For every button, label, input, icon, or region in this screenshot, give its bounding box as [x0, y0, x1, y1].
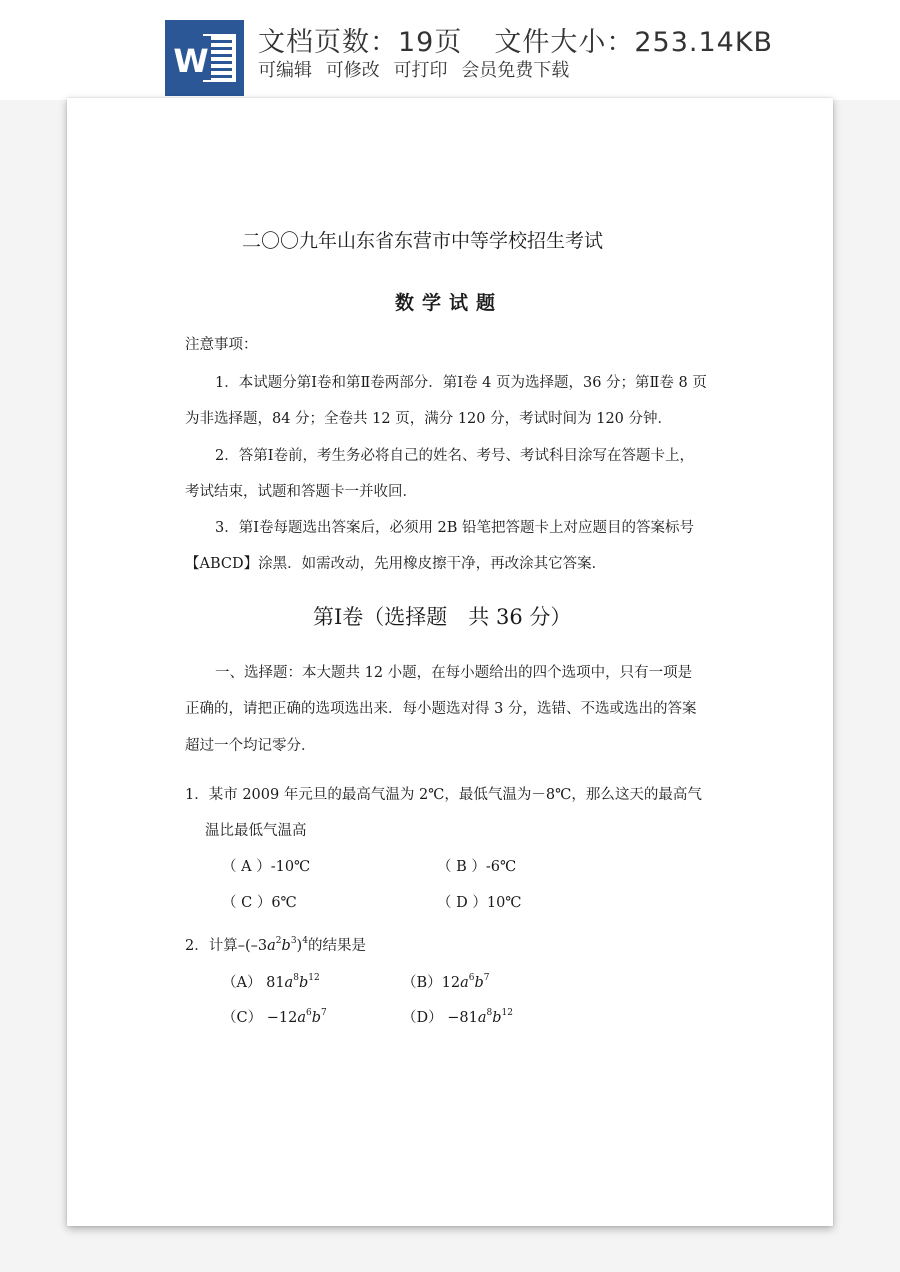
question-1-line-1: 1．某市 2009 年元旦的最高气温为 2℃，最低气温为－8℃，那么这天的最高气	[185, 787, 702, 803]
question-2-expression: $-(-3a^2b^3)^4$	[237, 936, 308, 954]
question-2-prefix: 2．计算	[185, 938, 238, 954]
notice-3-line-2: 【ABCD】涂黑．如需改动，先用橡皮擦干净，再改涂其它答案．	[185, 556, 607, 572]
feature-free-download: 会员免费下载	[461, 60, 570, 81]
question-2-option-c: $(C) -12a^6b^7$	[222, 1008, 327, 1026]
file-size: 文件大小：253.14KB	[494, 27, 774, 58]
question-1-line-2: 温比最低气温高	[205, 823, 307, 839]
option-label: （B）	[402, 975, 442, 991]
file-info	[258, 20, 773, 59]
notice-2-line-2: 考试结束，试题和答题卡一并收回．	[185, 484, 417, 500]
feature-modifiable: 可修改	[325, 60, 380, 81]
question-1-option-c: （ C ）6℃	[222, 895, 297, 911]
notice-heading: 注意事项：	[185, 337, 258, 353]
notice-1-line-2: 为非选择题，84 分；全卷共 12 页，满分 120 分，考试时间为 120 分钟．	[185, 411, 673, 427]
notice-3-line-1: 3．第Ⅰ卷每题选出答案后，必须用 2B 铅笔把答题卡上对应题目的答案标号	[215, 520, 695, 536]
header-banner	[0, 0, 900, 100]
svg-text:W: W	[173, 42, 209, 80]
feature-list	[258, 56, 577, 82]
question-2-option-b: $(B)12a^6b^7$	[402, 973, 490, 991]
question-1-option-b: （ B ）-6℃	[437, 859, 517, 875]
exam-subject: 数学试题	[395, 292, 504, 314]
instruction-line-1: 一、选择题：本大题共 12 小题，在每小题给出的四个选项中，只有一项是	[215, 665, 693, 681]
feature-editable: 可编辑	[258, 60, 312, 81]
instruction-line-3: 超过一个均记零分．	[185, 738, 316, 754]
notice-2-line-1: 2．答第Ⅰ卷前，考生务必将自己的姓名、考号、考试科目涂写在答题卡上，	[215, 448, 694, 464]
question-1-option-a: （ A ）-10℃	[222, 859, 311, 875]
option-label: （A）	[222, 975, 262, 991]
notice-1-line-1: 1．本试题分第Ⅰ卷和第Ⅱ卷两部分．第Ⅰ卷 4 页为选择题，36 分；第Ⅱ卷 8 页	[215, 375, 707, 391]
question-2-suffix: 的结果是	[307, 938, 366, 954]
instruction-line-2: 正确的，请把正确的选项选出来．每小题选对得 3 分，选错、不选或选出的答案	[185, 701, 697, 717]
section-title: 第Ⅰ卷（选择题 共 36 分）	[313, 605, 572, 629]
option-label: （C）	[222, 1010, 263, 1026]
question-2-stem	[185, 934, 366, 955]
exam-title: 二〇〇九年山东省东营市中等学校招生考试	[242, 230, 604, 252]
question-2-option-a: （A） $81a^8b^{12}$	[222, 973, 320, 991]
question-1-option-d: （ D ）10℃	[437, 895, 522, 911]
option-label: （D）	[402, 1010, 443, 1026]
page-count: 文档页数：19页	[258, 27, 463, 58]
word-document-icon	[165, 20, 244, 96]
question-2-option-d: $(D) -81a^8b^{12}$	[402, 1008, 513, 1026]
feature-printable: 可打印	[393, 60, 448, 81]
